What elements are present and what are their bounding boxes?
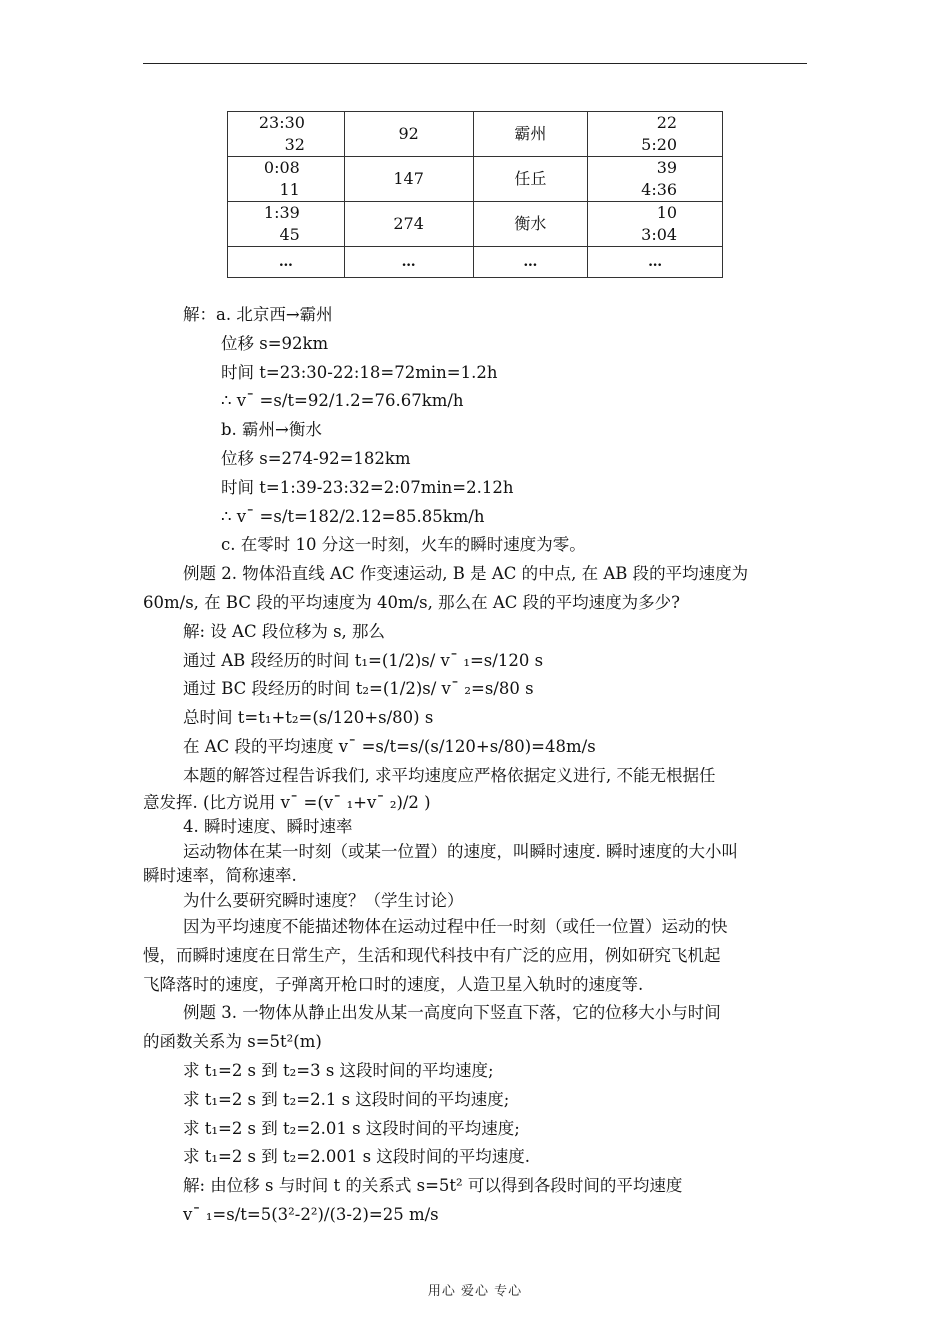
station-cell: 霸州 — [473, 112, 588, 157]
text-line: 例题 2. 物体沿直线 AC 作变速运动, B 是 AC 的中点, 在 AB 段的平均速度为 — [183, 564, 749, 584]
text-line: 因为平均速度不能描述物体在运动过程中任一时刻（或任一位置）运动的快 — [183, 917, 728, 937]
text-line: 解：a. 北京西→霸州 — [183, 305, 333, 324]
ellipsis-cell: … — [473, 247, 588, 278]
text-line: 为什么要研究瞬时速度？（学生讨论） — [183, 890, 464, 910]
text-line: 通过 BC 段经历的时间 t₂=(1/2)s/ v¯ ₂=s/80 s — [183, 679, 534, 699]
table-row — [228, 112, 723, 157]
text-line: 例题 3. 一物体从静止出发从某一高度向下竖直下落，它的位移大小与时间 — [183, 1003, 721, 1023]
text-line: 位移 s=92km — [221, 333, 329, 353]
text-line: 本题的解答过程告诉我们, 求平均速度应严格依据定义进行, 不能无根据任 — [183, 765, 716, 785]
table-row — [228, 202, 723, 247]
text-line: 解: 由位移 s 与时间 t 的关系式 s=5t² 可以得到各段时间的平均速度 — [183, 1176, 683, 1196]
time-cell: 23:30 32 — [228, 112, 345, 157]
page-footer: 用心 爱心 专心 — [427, 1284, 523, 1299]
text-line: 4. 瞬时速度、瞬时速率 — [183, 817, 353, 837]
text-line: 飞降落时的速度，子弹离开枪口时的速度，人造卫星入轨时的速度等. — [143, 974, 644, 994]
mileage-cell: 147 — [344, 157, 473, 202]
text-line: ∴ v¯ =s/t=92/1.2=76.67km/h — [221, 391, 464, 411]
text-line: 通过 AB 段经历的时间 t₁=(1/2)s/ v¯ ₁=s/120 s — [183, 650, 544, 670]
station-cell: 任丘 — [473, 157, 588, 202]
text-line: 慢，而瞬时速度在日常生产，生活和现代科技中有广泛的应用，例如研究飞机起 — [143, 945, 721, 965]
text-line: 位移 s=274-92=182km — [221, 448, 411, 468]
ellipsis-cell: … — [228, 247, 345, 278]
time-cell: 1:39 45 — [228, 202, 345, 247]
text-line: 总时间 t=t₁+t₂=(s/120+s/80) s — [183, 708, 434, 728]
text-line: 求 t₁=2 s 到 t₂=2.01 s 这段时间的平均速度; — [183, 1118, 520, 1138]
table-row — [228, 157, 723, 202]
text-line: 意发挥. (比方说用 v¯ =(v¯ ₁+v¯ ₂)/2 ) — [143, 792, 431, 812]
text-line: 在 AC 段的平均速度 v¯ =s/t=s/(s/120+s/80)=48m/s — [183, 736, 596, 756]
mileage-cell: 274 — [344, 202, 473, 247]
text-line: 解: 设 AC 段位移为 s, 那么 — [183, 621, 386, 641]
text-line: 求 t₁=2 s 到 t₂=2.1 s 这段时间的平均速度; — [183, 1089, 510, 1109]
text-line: 求 t₁=2 s 到 t₂=3 s 这段时间的平均速度; — [183, 1061, 494, 1081]
table-row-ellipsis — [228, 247, 723, 278]
station-cell: 衡水 — [473, 202, 588, 247]
mileage-cell: 92 — [344, 112, 473, 157]
text-line: 运动物体在某一时刻（或某一位置）的速度，叫瞬时速度. 瞬时速度的大小叫 — [183, 841, 738, 861]
text-line: 求 t₁=2 s 到 t₂=2.001 s 这段时间的平均速度. — [183, 1147, 531, 1167]
text-line: ∴ v¯ =s/t=182/2.12=85.85km/h — [221, 506, 485, 526]
text-line: c. 在零时 10 分这一时刻，火车的瞬时速度为零。 — [221, 535, 586, 555]
text-line: 时间 t=1:39-23:32=2:07min=2.12h — [221, 477, 514, 497]
ellipsis-cell: … — [344, 247, 473, 278]
header-rule — [143, 63, 807, 64]
duration-cell: 10 3:04 — [588, 202, 723, 247]
duration-cell: 22 5:20 — [588, 112, 723, 157]
text-line: 瞬时速率，简称速率. — [143, 866, 297, 886]
duration-cell: 39 4:36 — [588, 157, 723, 202]
text-line: 的函数关系为 s=5t²(m) — [143, 1032, 322, 1052]
train-schedule-table — [227, 111, 723, 278]
text-line: 60m/s, 在 BC 段的平均速度为 40m/s, 那么在 AC 段的平均速度为多少? — [143, 592, 680, 612]
ellipsis-cell: … — [588, 247, 723, 278]
document-body — [143, 301, 807, 1230]
time-cell: 0:08 11 — [228, 157, 345, 202]
text-line: 时间 t=23:30-22:18=72min=1.2h — [221, 362, 498, 382]
text-line: v¯ ₁=s/t=5(3²-2²)/(3-2)=25 m/s — [183, 1205, 439, 1225]
text-line: b. 霸州→衡水 — [221, 420, 322, 440]
